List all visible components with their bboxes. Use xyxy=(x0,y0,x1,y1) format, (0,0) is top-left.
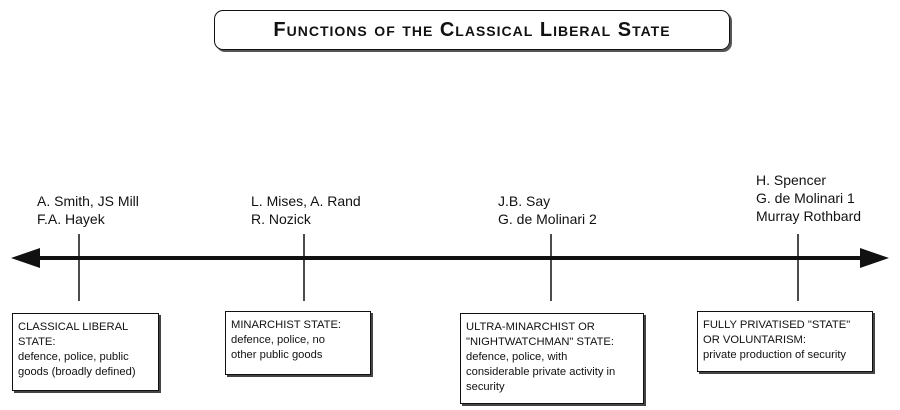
diagram-title: Functions of the Classical Liberal State xyxy=(273,18,671,41)
thinker-name: Murray Rothbard xyxy=(756,208,862,224)
fully-privatised-box xyxy=(697,311,873,372)
thinker-name: F.A. Hayek xyxy=(37,211,105,227)
left-arrowhead xyxy=(11,248,40,268)
box-line: CLASSICAL LIBERAL xyxy=(18,321,129,333)
box-line: goods (broadly defined) xyxy=(18,366,136,378)
box-line: FULLY PRIVATISED "STATE" xyxy=(703,319,851,331)
box-line: STATE: xyxy=(18,336,56,348)
thinkers-stage-1 xyxy=(37,192,139,228)
thinkers-stage-4 xyxy=(756,171,861,225)
thinkers-stage-3 xyxy=(498,192,597,228)
box-line: MINARCHIST STATE: xyxy=(231,319,342,331)
box-line: defence, police, public xyxy=(18,351,129,363)
thinker-name: R. Nozick xyxy=(251,211,311,227)
thinker-name: J.B. Say xyxy=(498,193,551,209)
box-line: security xyxy=(466,381,505,393)
box-line: "NIGHTWATCHMAN" STATE: xyxy=(466,336,614,348)
box-line: ULTRA-MINARCHIST OR xyxy=(466,321,595,333)
ultra-minarchist-box xyxy=(460,313,644,404)
box-line: OR VOLUNTARISM: xyxy=(703,334,806,346)
minarchist-box xyxy=(225,311,371,375)
box-line: considerable private activity in xyxy=(466,366,616,378)
box-line: defence, police, no xyxy=(231,334,325,346)
thinker-name: G. de Molinari 1 xyxy=(756,190,855,206)
right-arrowhead xyxy=(860,248,889,268)
thinker-name: G. de Molinari 2 xyxy=(498,211,597,227)
thinker-name: A. Smith, JS Mill xyxy=(37,193,139,209)
box-line: defence, police, with xyxy=(466,351,568,363)
box-line: other public goods xyxy=(231,349,323,361)
classical-liberal-box xyxy=(12,313,159,391)
box-line: private production of security xyxy=(703,349,847,361)
thinker-name: H. Spencer xyxy=(756,172,827,188)
thinkers-stage-2 xyxy=(251,192,361,228)
thinker-name: L. Mises, A. Rand xyxy=(251,193,361,209)
